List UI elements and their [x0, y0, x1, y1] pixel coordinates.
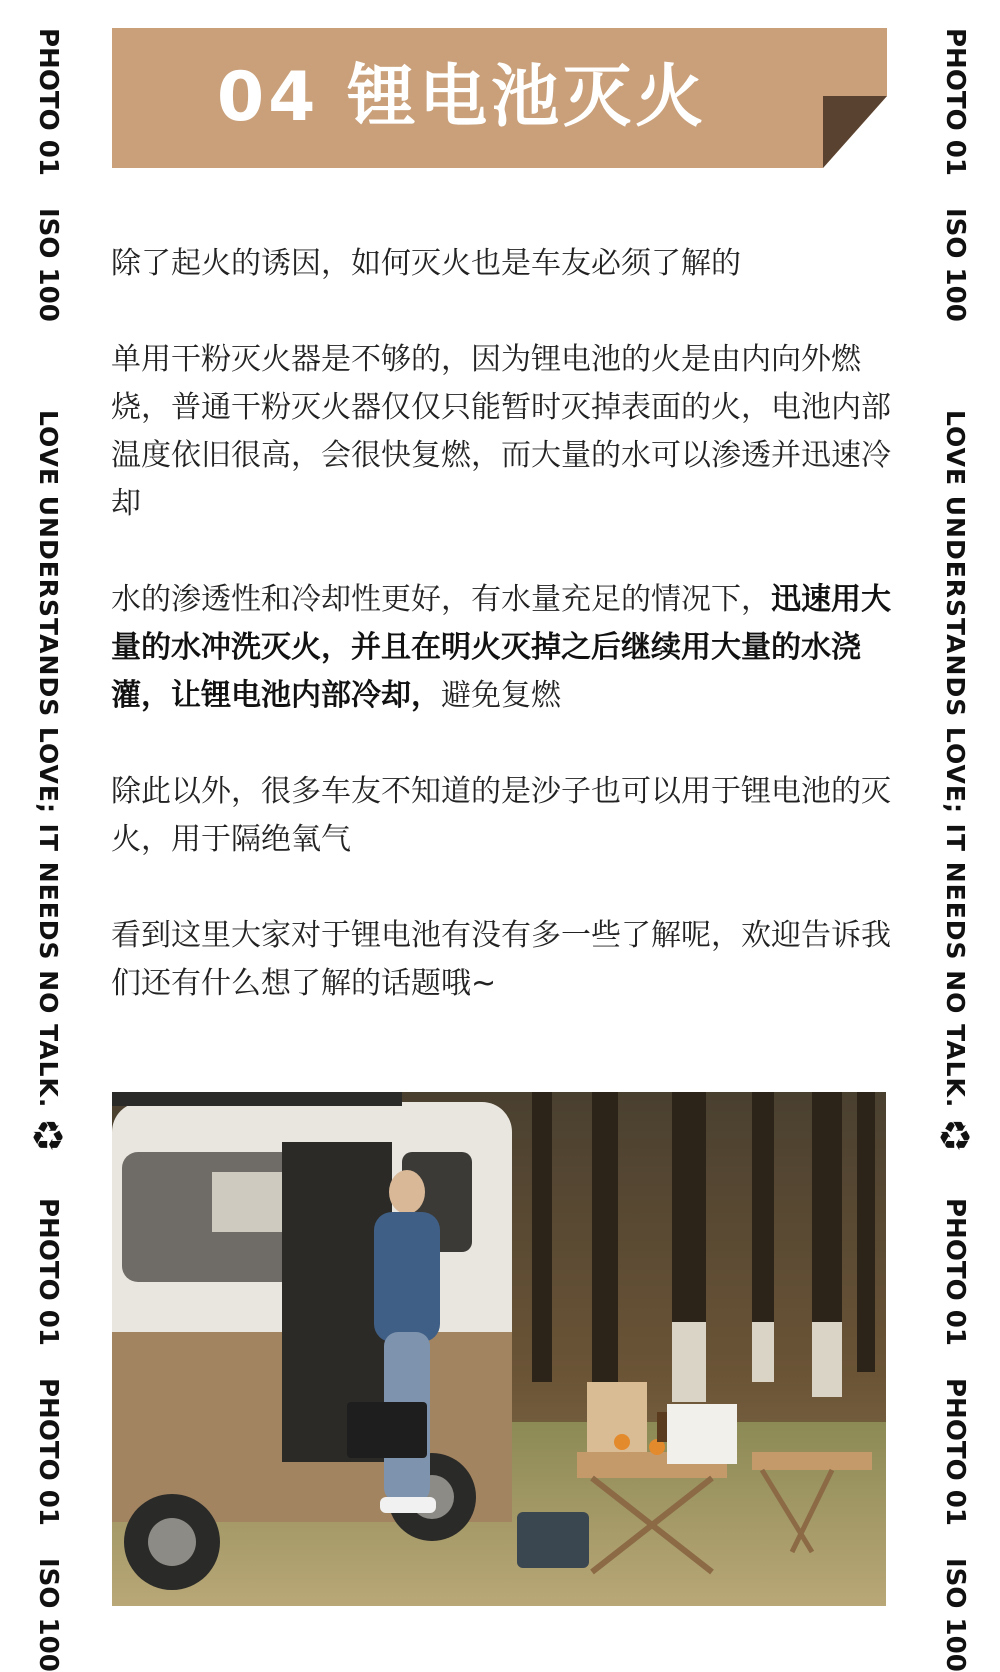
power-station — [517, 1512, 589, 1568]
recycle-icon: ♻ — [30, 1114, 66, 1160]
left-side-labels — [18, 0, 78, 1672]
paragraph-closing: 看到这里大家对于锂电池有没有多一些了解呢，欢迎告诉我们还有什么想了解的话题哦~ — [111, 918, 891, 1001]
article-body — [111, 240, 891, 1056]
camping-scene — [112, 1092, 886, 1606]
photo-label: PHOTO 01 — [33, 1378, 63, 1526]
iso-label: ISO 100 — [33, 1558, 63, 1672]
iso-label: ISO 100 — [33, 208, 63, 322]
camping-photo — [112, 1092, 886, 1606]
paragraph-water — [111, 576, 891, 720]
photo-label: PHOTO 01 — [33, 1198, 63, 1346]
iso-label: ISO 100 — [940, 1558, 970, 1672]
title-banner — [112, 28, 887, 168]
iso-label: ISO 100 — [940, 208, 970, 322]
photo-label: PHOTO 01 — [940, 28, 970, 176]
van — [112, 1092, 512, 1590]
photo-label: PHOTO 01 — [940, 1378, 970, 1526]
water-emphasis-text: 迅速用大量的水冲洗灭火，并且在明火灭掉之后继续用大量的水浇灌，让锂电池内部冷却， — [111, 582, 891, 713]
right-side-labels — [925, 0, 985, 1672]
page-title: 04 锂电池灭火 — [216, 58, 708, 137]
battery-box — [347, 1402, 427, 1458]
paragraph-sand: 除此以外，很多车友不知道的是沙子也可以用于锂电池的灭火，用于隔绝氧气 — [111, 774, 891, 857]
photo-label: PHOTO 01 — [940, 1198, 970, 1346]
paragraph-dry-powder: 单用干粉灭火器是不够的，因为锂电池的火是由内向外燃烧，普通干粉灭火器仅仅只能暂时灭掉表面的火，电池内部温度依旧很高，会很快复燃，而大量的水可以渗透并迅速冷却 — [111, 342, 891, 521]
water-intro-text: 水的渗透性和冷却性更好，有水量充足的情况下， — [111, 582, 771, 617]
love-phrase: LOVE UNDERSTANDS LOVE; IT NEEDS NO TALK. — [34, 410, 63, 1109]
paragraph-intro: 除了起火的诱因，如何灭火也是车友必须了解的 — [111, 246, 741, 281]
photo-label: PHOTO 01 — [33, 28, 63, 176]
water-end-text: 避免复燃 — [441, 678, 561, 713]
love-phrase: LOVE UNDERSTANDS LOVE; IT NEEDS NO TALK. — [941, 410, 970, 1109]
recycle-icon: ♻ — [937, 1114, 973, 1160]
